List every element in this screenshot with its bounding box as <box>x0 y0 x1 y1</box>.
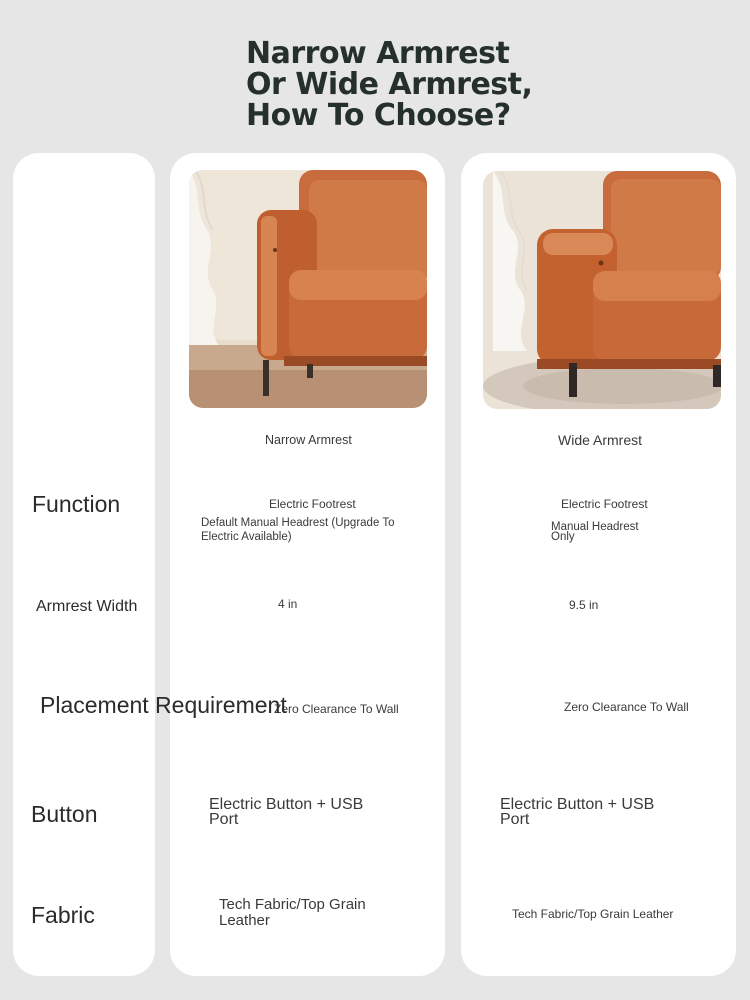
narrow-function-headrest-line2: Electric Available) <box>201 531 292 543</box>
narrow-armrest-heading: Narrow Armrest <box>265 433 352 447</box>
wide-armrest-width-value: 9.5 in <box>569 598 599 612</box>
wide-fabric-value: Tech Fabric/Top Grain Leather <box>512 907 674 921</box>
narrow-recliner-image <box>189 170 427 408</box>
narrow-armrest-width-value: 4 in <box>278 597 298 611</box>
wide-recliner-image <box>483 171 721 409</box>
wide-function-headrest-line1: Manual Headrest <box>551 521 639 533</box>
row-labels-card <box>13 153 155 976</box>
wide-button-value-line1: Electric Button + USB <box>500 796 655 813</box>
wide-armrest-heading: Wide Armrest <box>558 432 643 448</box>
narrow-button-value-line1: Electric Button + USB <box>209 796 364 813</box>
wide-button-value-line2: Port <box>500 811 530 828</box>
narrow-fabric-value-line1: Tech Fabric/Top Grain <box>219 896 366 913</box>
placement-requirement-label: Placement Requirement <box>40 692 287 718</box>
title-line-3: How To Choose? <box>246 98 511 133</box>
wide-function-footrest: Electric Footrest <box>561 497 648 511</box>
title-line-2: Or Wide Armrest, <box>246 67 533 102</box>
narrow-function-footrest: Electric Footrest <box>269 497 356 511</box>
page-title <box>246 38 532 131</box>
wide-armrest-photo <box>483 171 721 409</box>
fabric-label: Fabric <box>31 902 95 928</box>
wide-placement-value: Zero Clearance To Wall <box>564 700 689 714</box>
narrow-placement-value: Zero Clearance To Wall <box>274 702 399 716</box>
narrow-function-headrest-line1: Default Manual Headrest (Upgrade To <box>201 517 395 529</box>
button-label: Button <box>31 801 98 827</box>
function-label: Function <box>32 491 121 517</box>
narrow-fabric-value-line2: Leather <box>219 912 270 929</box>
armrest-width-label: Armrest Width <box>36 598 138 615</box>
narrow-button-value-line2: Port <box>209 811 239 828</box>
wide-function-headrest-line2: Only <box>551 531 575 543</box>
narrow-armrest-photo <box>189 170 427 408</box>
title-line-1: Narrow Armrest <box>246 36 510 71</box>
